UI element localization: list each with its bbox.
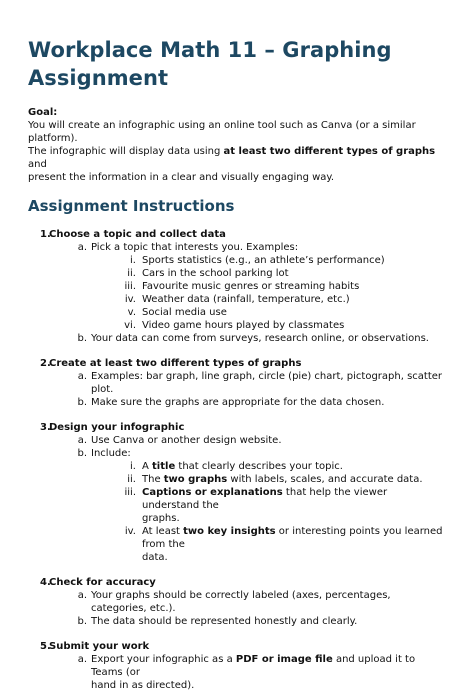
section-number: 3. — [40, 422, 51, 433]
section-number: 4. — [40, 577, 51, 588]
goal-line-2-bold: at least two different types of graphs — [223, 146, 436, 157]
list-item — [112, 460, 447, 473]
list-item — [70, 370, 447, 396]
section-3 — [28, 421, 447, 564]
section-1 — [28, 228, 447, 345]
list-item-text: At least — [142, 526, 184, 537]
section-number: 1. — [40, 229, 51, 240]
list-item-text: Include: — [91, 448, 131, 459]
goal-line-2-tail: and — [28, 159, 47, 170]
sub-list — [70, 241, 447, 345]
section-title: Check for accuracy — [49, 577, 156, 588]
list-item-tail: or interesting points you learned from the — [142, 526, 443, 550]
section-title: Create at least two different types of graphs — [49, 358, 302, 369]
list-item-text: Export your infographic as a — [91, 654, 236, 665]
list-item — [70, 653, 447, 692]
list-item — [70, 332, 447, 345]
section-number: 5. — [40, 641, 51, 652]
list-item-text: Pick a topic that interests you. Examples: — [91, 242, 299, 253]
list-item — [70, 615, 447, 628]
list-item-text: Cars in the school parking lot — [142, 268, 289, 279]
list-marker: iii. — [124, 281, 136, 292]
list-marker: b. — [77, 616, 87, 627]
page-title: Workplace Math 11 – Graphing Assignment — [28, 38, 392, 90]
list-item-text: Sports statistics (e.g., an athlete’s performance) — [142, 255, 385, 266]
list-marker: a. — [77, 654, 87, 665]
list-item-bold: two key insights — [183, 526, 276, 537]
goal-line-1: You will create an infographic using an online tool such as Canva (or a similar platform). — [28, 120, 416, 144]
goal-line-2-text: The infographic will display data using — [28, 146, 224, 157]
list-marker: iv. — [124, 294, 136, 305]
list-marker: a. — [77, 435, 87, 446]
list-item-bold: two graphs — [163, 474, 228, 485]
list-item — [112, 293, 447, 306]
list-item — [112, 473, 447, 486]
list-marker: a. — [77, 371, 87, 382]
list-item-text: Video game hours played by classmates — [142, 320, 345, 331]
list-item-text: Your graphs should be correctly labeled (axes, percentages, categories, etc.). — [91, 590, 391, 614]
sub-list — [70, 370, 447, 409]
list-item-bold: PDF or image file — [235, 654, 333, 665]
instructions-heading: Assignment Instructions — [28, 197, 235, 215]
list-item-text: Social media use — [142, 307, 227, 318]
list-item — [112, 280, 447, 293]
list-marker: i. — [130, 255, 136, 266]
section-title: Design your infographic — [49, 422, 185, 433]
list-item-tail: with labels, scales, and accurate data. — [227, 474, 423, 485]
section-number: 2. — [40, 358, 51, 369]
list-item — [70, 589, 447, 615]
list-marker: b. — [77, 397, 87, 408]
list-item — [112, 319, 447, 332]
list-item-tail: that clearly describes your topic. — [175, 461, 343, 472]
list-item — [112, 306, 447, 319]
list-item — [70, 434, 447, 447]
list-item-text: Examples: bar graph, line graph, circle (pie) chart, pictograph, scatter plot. — [91, 371, 443, 395]
roman-list — [112, 254, 447, 332]
sub-list — [70, 653, 447, 692]
goal-line-3: present the information in a clear and visually engaging way. — [28, 172, 335, 183]
list-item — [112, 525, 447, 564]
list-marker: a. — [77, 242, 87, 253]
list-item-bold: title — [152, 461, 176, 472]
list-marker: i. — [130, 461, 136, 472]
list-item-text: Your data can come from surveys, research online, or observations. — [91, 333, 429, 344]
instructions-list — [28, 228, 447, 692]
section-5 — [28, 640, 447, 692]
list-marker: ii. — [127, 474, 136, 485]
list-marker: v. — [127, 307, 136, 318]
list-item-text: The data should be represented honestly and clearly. — [91, 616, 358, 627]
list-item-tail: that help the viewer understand the — [142, 487, 388, 511]
list-item — [112, 267, 447, 280]
list-item-continuation: graphs. — [142, 513, 180, 524]
list-item — [70, 241, 447, 332]
sub-list — [70, 434, 447, 564]
list-item-text: The — [142, 474, 164, 485]
list-item — [112, 254, 447, 267]
list-item — [70, 447, 447, 564]
list-marker: iv. — [124, 526, 136, 537]
roman-list — [112, 460, 447, 564]
section-title: Submit your work — [49, 641, 150, 652]
list-marker: vi. — [124, 320, 136, 331]
sub-list — [70, 589, 447, 628]
list-item-text: Weather data (rainfall, temperature, etc.) — [142, 294, 350, 305]
list-marker: b. — [77, 333, 87, 344]
list-item-text: Use Canva or another design website. — [91, 435, 282, 446]
list-item — [70, 396, 447, 409]
section-title: Choose a topic and collect data — [49, 229, 226, 240]
list-item-text: Make sure the graphs are appropriate for the data chosen. — [91, 397, 385, 408]
list-item-text: Favourite music genres or streaming habits — [142, 281, 360, 292]
goal-section — [28, 106, 447, 184]
list-item — [112, 486, 447, 525]
list-item-text: A — [142, 461, 153, 472]
goal-label: Goal: — [28, 107, 58, 118]
list-item-tail: and upload it to Teams (or — [91, 654, 416, 678]
section-2 — [28, 357, 447, 409]
list-item-continuation: hand in as directed). — [91, 680, 195, 691]
list-marker: iii. — [124, 487, 136, 498]
section-4 — [28, 576, 447, 628]
list-marker: b. — [77, 448, 87, 459]
goal-line-2 — [28, 145, 447, 171]
list-marker: ii. — [127, 268, 136, 279]
list-item-bold: Captions or explanations — [142, 487, 283, 498]
list-item-continuation: data. — [142, 552, 168, 563]
list-marker: a. — [77, 590, 87, 601]
